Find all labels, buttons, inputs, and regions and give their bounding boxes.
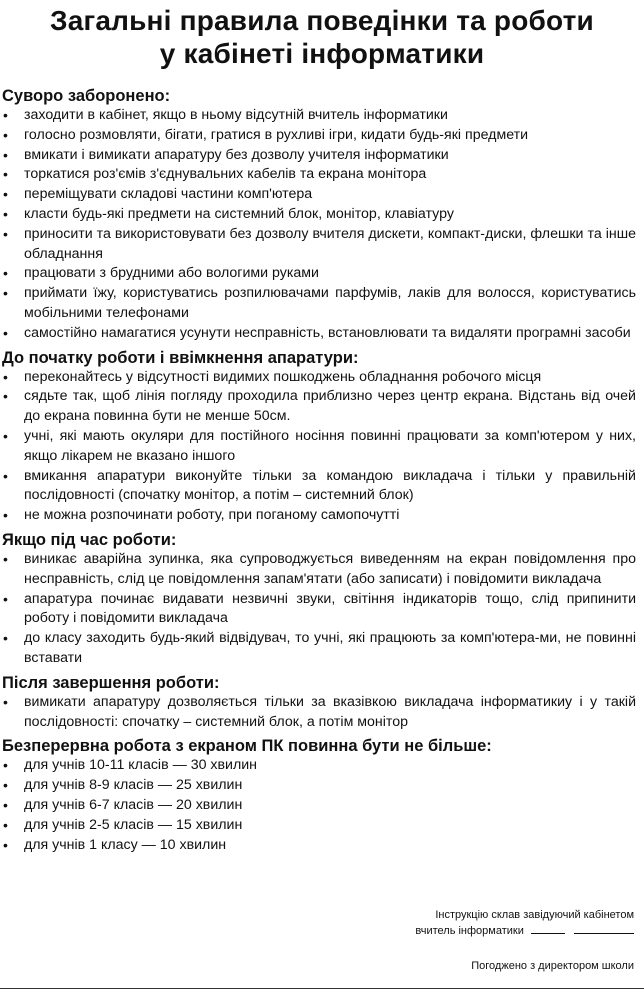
rule-item bbox=[0, 324, 644, 344]
bullet-icon: • bbox=[3, 796, 8, 813]
section-heading: Суворо заборонено: bbox=[2, 87, 171, 105]
rule-item bbox=[0, 550, 644, 590]
bullet-icon: • bbox=[3, 836, 8, 853]
section-heading: До початку роботи і ввімкнення апаратури: bbox=[2, 348, 359, 367]
rule-text: вмикати і вимикати апаратуру без дозволу учителя інформатики bbox=[24, 146, 449, 163]
author-line: Інструкцію склав завідуючий кабінетом bbox=[435, 909, 634, 921]
rule-text: апаратура починає видавати незвичні звуки, світіння індикаторів тощо, слід припинити роботу і повідомити викладача bbox=[24, 590, 636, 627]
rule-item bbox=[0, 693, 644, 733]
rule-item bbox=[0, 146, 644, 166]
rule-text: до класу заходить будь-який відвідувач, то учні, які працюють за комп'ютера-ми, не повинні вставати bbox=[24, 630, 636, 666]
rules-section bbox=[0, 736, 644, 855]
rule-item bbox=[0, 629, 644, 669]
bullet-icon: • bbox=[3, 757, 8, 774]
bullet-icon: • bbox=[3, 205, 8, 222]
bullet-icon: • bbox=[3, 590, 8, 607]
page-title-line-2: у кабінеті інформатики bbox=[159, 38, 485, 69]
rule-item bbox=[0, 427, 644, 467]
rule-text: для учнів 8-9 класів — 25 хвилин bbox=[24, 777, 243, 794]
bullet-icon: • bbox=[3, 285, 8, 302]
rule-text: сядьте так, щоб лінія погляду проходила приблизно через центр екрана. Відстань від очей до екрана повинна бути не менше 50см. bbox=[24, 388, 636, 425]
rules-list bbox=[0, 550, 644, 669]
bullet-icon: • bbox=[3, 225, 8, 242]
page-title-line-1: Загальні правила поведінки та роботи bbox=[50, 5, 594, 36]
rule-text: для учнів 10-11 класів — 30 хвилин bbox=[24, 757, 258, 774]
rule-text: приносити та використовувати без дозволу вчителя дискети, компакт-диски, флешки та інше обладнання bbox=[24, 225, 636, 262]
rule-text: торкатися роз'ємів з'єднувальних кабелів та екрана монітора bbox=[24, 166, 427, 183]
bullet-icon: • bbox=[3, 107, 8, 123]
teacher-line bbox=[374, 923, 634, 939]
rule-item bbox=[0, 284, 644, 324]
signature-block bbox=[374, 908, 634, 994]
rule-text: класти будь-які предмети на системний блок, монітор, клавіатуру bbox=[24, 205, 454, 222]
rule-text: вмикання апаратури виконуйте тільки за командою викладача і тільки у правильній послідовності (спочатку монітор, а потім – системний блок) bbox=[24, 467, 636, 504]
rules-list bbox=[0, 106, 644, 344]
signature-blank bbox=[531, 923, 565, 934]
bullet-icon: • bbox=[3, 693, 8, 710]
bullet-icon: • bbox=[3, 186, 8, 203]
page-title bbox=[0, 4, 644, 70]
bullet-icon: • bbox=[3, 550, 8, 567]
rule-text: вимикати апаратуру дозволяється тільки за вказівкою викладача інформатикиу і у такій послідовності: спочатку – системний блок, а потім монітор bbox=[24, 693, 636, 730]
rule-text: не можна розпочинати роботу, при поганому самопочутті bbox=[24, 507, 400, 524]
bullet-icon: • bbox=[3, 777, 8, 794]
rules-sections bbox=[0, 86, 644, 855]
bullet-icon: • bbox=[3, 388, 8, 405]
rule-item bbox=[0, 776, 644, 796]
rule-item bbox=[0, 205, 644, 225]
teacher-label: вчитель інформатики bbox=[415, 925, 524, 937]
bullet-icon: • bbox=[3, 507, 8, 524]
rule-text: для учнів 2-5 класів — 15 хвилин bbox=[24, 816, 243, 833]
rule-text: учні, які мають окуляри для постійного носіння повинні працювати за комп'ютером у них, якщо лікарем не вказано іншого bbox=[24, 427, 636, 464]
bullet-icon: • bbox=[3, 467, 8, 484]
rule-text: голосно розмовляти, бігати, гратися в рухливі ігри, кидати будь-які предмети bbox=[24, 126, 529, 143]
rule-text: виникає аварійна зупинка, яка супроводжується виведенням на екран повідомлення про несправність, слід це повідомлення запам'ятати (або записати) і повідомити викладача bbox=[24, 550, 636, 587]
rule-item bbox=[0, 387, 644, 427]
rule-text: переконайтесь у відсутності видимих пошкоджень обладнання робочого місця bbox=[24, 368, 542, 385]
rule-item bbox=[0, 264, 644, 284]
rule-text: переміщувати складові частини комп'ютера bbox=[24, 186, 313, 203]
bullet-icon: • bbox=[3, 324, 8, 341]
rule-item bbox=[0, 506, 644, 526]
rules-list bbox=[0, 368, 644, 526]
rules-section bbox=[0, 673, 644, 733]
rule-item bbox=[0, 106, 644, 126]
rule-text: працювати з брудними або вологими руками bbox=[24, 265, 319, 282]
rule-text: для учнів 6-7 класів — 20 хвилин bbox=[24, 796, 243, 813]
rule-text: самостійно намагатися усунути несправність, встановлювати та видаляти програмні засоби bbox=[24, 324, 631, 341]
rules-section bbox=[0, 348, 644, 526]
rules-list bbox=[0, 693, 644, 733]
rule-item bbox=[0, 185, 644, 205]
bullet-icon: • bbox=[3, 146, 8, 163]
approval-label: Погоджено з директором школи bbox=[471, 960, 634, 972]
rules-list bbox=[0, 756, 644, 855]
rule-item bbox=[0, 368, 644, 388]
rule-item bbox=[0, 126, 644, 146]
bottom-divider bbox=[0, 988, 644, 989]
rule-text: заходити в кабінет, якщо в ньому відсутній вчитель інформатики bbox=[24, 107, 448, 123]
section-heading: Після завершення роботи: bbox=[2, 673, 220, 692]
name-blank bbox=[574, 923, 634, 934]
rule-item bbox=[0, 756, 644, 776]
rule-item bbox=[0, 796, 644, 816]
bullet-icon: • bbox=[3, 816, 8, 833]
approval-line bbox=[374, 959, 634, 974]
rule-text: для учнів 1 класу — 10 хвилин bbox=[24, 836, 227, 853]
rule-item bbox=[0, 225, 644, 265]
bullet-icon: • bbox=[3, 166, 8, 183]
section-heading: Безперервна робота з екраном ПК повинна бути не більше: bbox=[2, 737, 492, 756]
bullet-icon: • bbox=[3, 630, 8, 647]
rule-item bbox=[0, 165, 644, 185]
bullet-icon: • bbox=[3, 265, 8, 282]
rules-section bbox=[0, 86, 644, 344]
bullet-icon: • bbox=[3, 427, 8, 444]
rule-item bbox=[0, 816, 644, 836]
rule-item bbox=[0, 467, 644, 507]
section-heading: Якщо під час роботи: bbox=[2, 530, 177, 549]
bullet-icon: • bbox=[3, 368, 8, 385]
rule-text: приймати їжу, користуватись розпилювачами парфумів, лаків для волосся, користуватись мобільними телефонами bbox=[24, 285, 636, 321]
rules-section bbox=[0, 530, 644, 669]
bullet-icon: • bbox=[3, 126, 8, 143]
rule-item bbox=[0, 590, 644, 630]
rule-item bbox=[0, 836, 644, 856]
approval-blanks bbox=[374, 978, 634, 994]
